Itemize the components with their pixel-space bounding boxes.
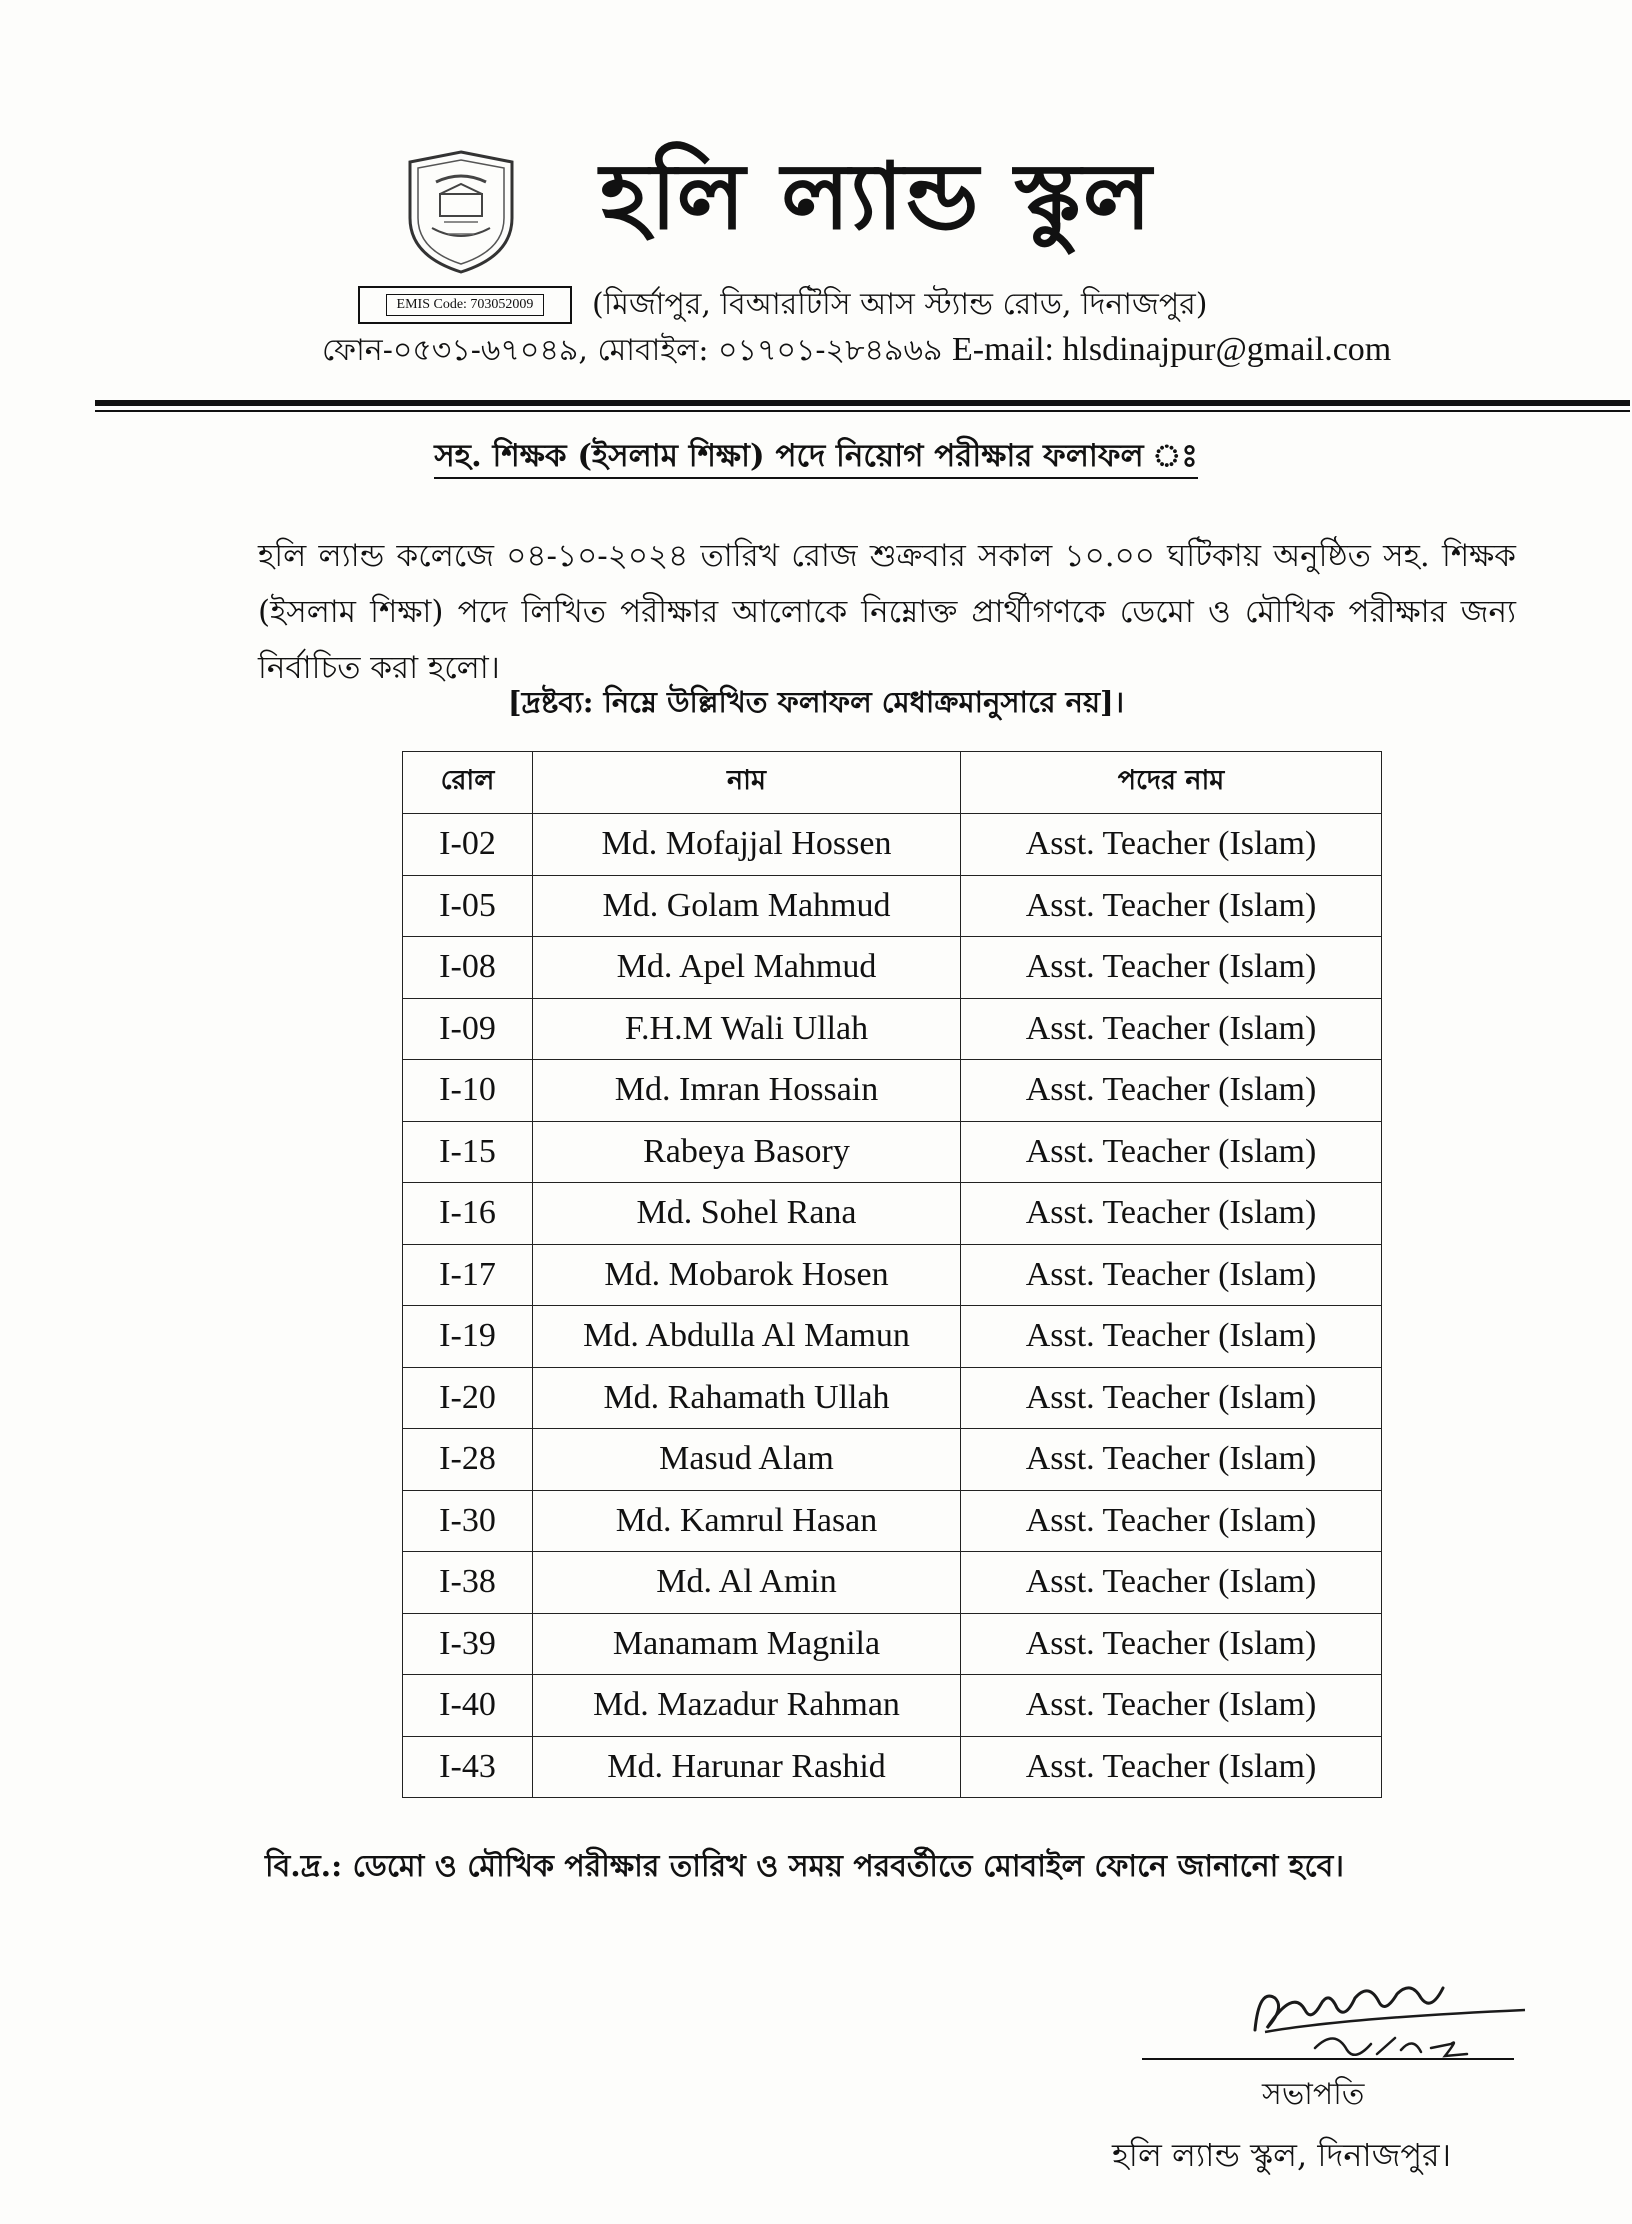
cell-post: Asst. Teacher (Islam) — [961, 998, 1382, 1060]
header-divider-thick — [95, 400, 1630, 406]
cell-name: Md. Kamrul Hasan — [533, 1490, 961, 1552]
cell-post: Asst. Teacher (Islam) — [961, 937, 1382, 999]
email-address: E-mail: hlsdinajpur@gmail.com — [952, 331, 1392, 368]
cell-roll: I-40 — [403, 1675, 533, 1737]
cell-post: Asst. Teacher (Islam) — [961, 1613, 1382, 1675]
cell-name: Md. Mazadur Rahman — [533, 1675, 961, 1737]
table-row — [403, 1183, 1382, 1245]
column-header-roll: রোল — [403, 752, 533, 814]
cell-name: Manamam Magnila — [533, 1613, 961, 1675]
cell-post: Asst. Teacher (Islam) — [961, 1060, 1382, 1122]
cell-name: Masud Alam — [533, 1429, 961, 1491]
school-emblem-icon — [402, 148, 520, 276]
table-row — [403, 1613, 1382, 1675]
cell-roll: I-10 — [403, 1060, 533, 1122]
table-row — [403, 1736, 1382, 1798]
cell-roll: I-17 — [403, 1244, 533, 1306]
school-name: হলি ল্যান্ড স্কুল — [600, 142, 1154, 250]
notice-title-text: সহ. শিক্ষক (ইসলাম শিক্ষা) পদে নিয়োগ পরীক্ষার ফলাফল ঃ — [434, 438, 1198, 479]
results-table — [402, 751, 1382, 1798]
cell-name: Md. Apel Mahmud — [533, 937, 961, 999]
cell-name: Md. Mobarok Hosen — [533, 1244, 961, 1306]
table-row — [403, 814, 1382, 876]
cell-roll: I-38 — [403, 1552, 533, 1614]
cell-post: Asst. Teacher (Islam) — [961, 1736, 1382, 1798]
contact-line — [322, 326, 1391, 377]
cell-roll: I-08 — [403, 937, 533, 999]
table-row — [403, 937, 1382, 999]
table-row — [403, 1060, 1382, 1122]
table-row — [403, 875, 1382, 937]
table-row — [403, 1490, 1382, 1552]
cell-name: Md. Sohel Rana — [533, 1183, 961, 1245]
cell-roll: I-16 — [403, 1183, 533, 1245]
cell-roll: I-20 — [403, 1367, 533, 1429]
merit-order-note: [দ্রষ্টব্য: নিম্নে উল্লিখিত ফলাফল মেধাক্রমানুসারে নয়]। — [507, 685, 1125, 719]
cell-post: Asst. Teacher (Islam) — [961, 1367, 1382, 1429]
cell-post: Asst. Teacher (Islam) — [961, 1490, 1382, 1552]
footnote: বি.দ্র.: ডেমো ও মৌখিক পরীক্ষার তারিখ ও সময় পরবর্তীতে মোবাইল ফোনে জানানো হবে। — [265, 1849, 1345, 1884]
cell-roll: I-15 — [403, 1121, 533, 1183]
cell-post: Asst. Teacher (Islam) — [961, 1121, 1382, 1183]
table-row — [403, 1675, 1382, 1737]
cell-roll: I-39 — [403, 1613, 533, 1675]
table-row — [403, 1367, 1382, 1429]
cell-name: Md. Harunar Rashid — [533, 1736, 961, 1798]
cell-name: Md. Golam Mahmud — [533, 875, 961, 937]
cell-name: F.H.M Wali Ullah — [533, 998, 961, 1060]
column-header-post: পদের নাম — [961, 752, 1382, 814]
signatory-title-text: সভাপতি — [1262, 2077, 1365, 2112]
cell-roll: I-30 — [403, 1490, 533, 1552]
cell-roll: I-28 — [403, 1429, 533, 1491]
signature-line — [1142, 2058, 1514, 2060]
cell-roll: I-43 — [403, 1736, 533, 1798]
cell-name: Md. Mofajjal Hossen — [533, 814, 961, 876]
cell-post: Asst. Teacher (Islam) — [961, 1552, 1382, 1614]
cell-post: Asst. Teacher (Islam) — [961, 1183, 1382, 1245]
cell-name: Md. Imran Hossain — [533, 1060, 961, 1122]
table-row — [403, 1552, 1382, 1614]
handwritten-signature-icon — [1245, 1958, 1535, 2088]
notice-title — [0, 432, 1632, 484]
cell-roll: I-02 — [403, 814, 533, 876]
cell-post: Asst. Teacher (Islam) — [961, 1244, 1382, 1306]
cell-name: Md. Al Amin — [533, 1552, 961, 1614]
cell-name: Rabeya Basory — [533, 1121, 961, 1183]
signatory-organization: হলি ল্যান্ড স্কুল, দিনাজপুর। — [1112, 2136, 1452, 2174]
emis-code-box — [358, 286, 572, 324]
notice-paragraph: হলি ল্যান্ড কলেজে ০৪-১০-২০২৪ তারিখ রোজ শুক্রবার সকাল ১০.০০ ঘটিকায় অনুষ্ঠিত সহ. শিক্ষক (ইসলাম শিক্ষা) পদে লিখিত পরীক্ষার আলোকে নিম্নোক্ত প্রার্থীগণকে ডেমো ও মৌখিক পরীক্ষার জন্য নির্বাচিত করা হলো। — [258, 538, 1516, 686]
cell-post: Asst. Teacher (Islam) — [961, 1675, 1382, 1737]
cell-roll: I-09 — [403, 998, 533, 1060]
table-header-row — [403, 752, 1382, 814]
table-row — [403, 998, 1382, 1060]
table-row — [403, 1429, 1382, 1491]
school-address: (মির্জাপুর, বিআরটিসি আস স্ট্যান্ড রোড, দিনাজপুর) — [592, 287, 1208, 322]
header-divider-thin — [95, 410, 1630, 412]
table-row — [403, 1121, 1382, 1183]
table-row — [403, 1306, 1382, 1368]
table-row — [403, 1244, 1382, 1306]
cell-name: Md. Abdulla Al Mamun — [533, 1306, 961, 1368]
cell-name: Md. Rahamath Ullah — [533, 1367, 961, 1429]
cell-roll: I-05 — [403, 875, 533, 937]
phone-numbers: ফোন-০৫৩১-৬৭০৪৯, মোবাইল: ০১৭০১-২৮৪৯৬৯ — [322, 333, 943, 368]
emis-code: EMIS Code: 703052009 — [386, 294, 545, 316]
cell-roll: I-19 — [403, 1306, 533, 1368]
cell-post: Asst. Teacher (Islam) — [961, 1306, 1382, 1368]
column-header-name: নাম — [533, 752, 961, 814]
cell-post: Asst. Teacher (Islam) — [961, 814, 1382, 876]
cell-post: Asst. Teacher (Islam) — [961, 1429, 1382, 1491]
cell-post: Asst. Teacher (Islam) — [961, 875, 1382, 937]
